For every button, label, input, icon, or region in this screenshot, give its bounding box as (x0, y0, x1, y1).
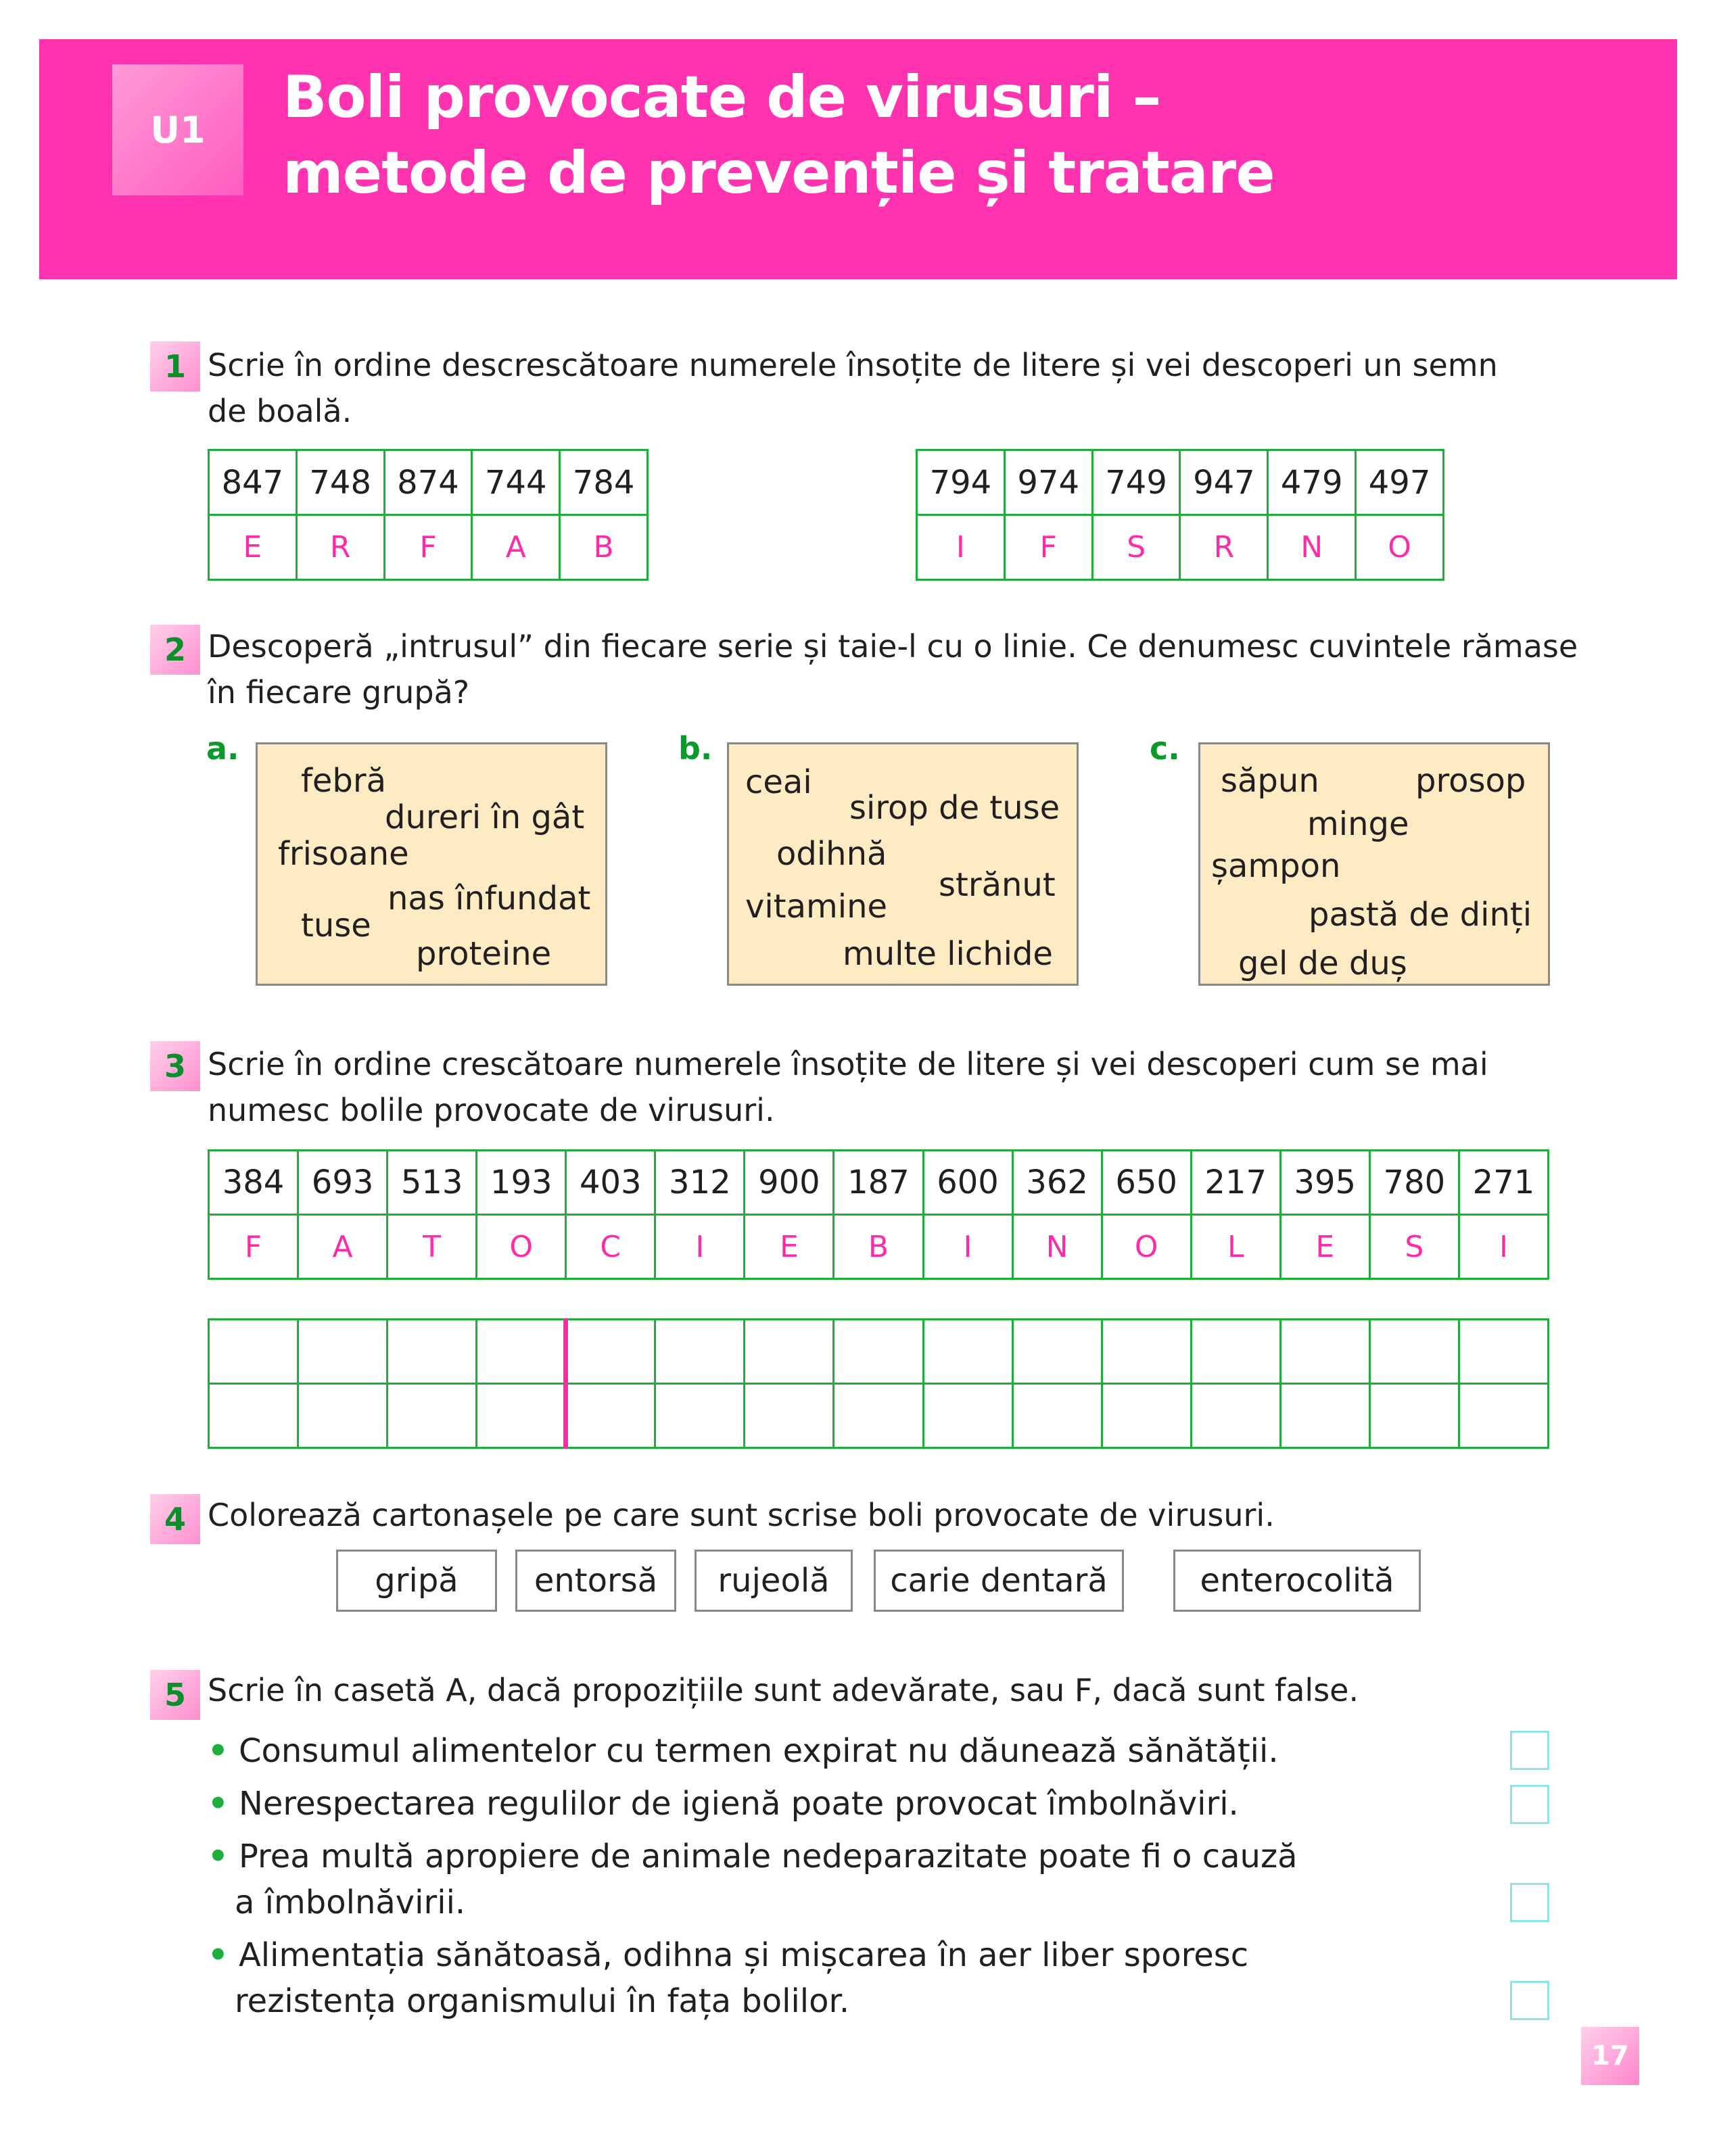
answer-cell[interactable] (1369, 1320, 1459, 1384)
table-cell-number: 600 (923, 1151, 1012, 1215)
page-number: 17 (1581, 2027, 1639, 2085)
table-cell-number: 395 (1280, 1151, 1369, 1215)
answer-cell[interactable] (745, 1384, 834, 1448)
table-cell-letter: F (384, 515, 472, 580)
answer-box-2[interactable] (1510, 1785, 1549, 1824)
card-carie-dentara[interactable]: carie dentară (874, 1550, 1124, 1612)
table-cell-letter: I (655, 1215, 745, 1279)
exercise-3-text-line-1: Scrie în ordine crescătoare numerele însoțite de litere și vei descoperi cum se mai (208, 1046, 1488, 1082)
table-cell-letter: B (834, 1215, 923, 1279)
card-enterocolita[interactable]: enterocolită (1173, 1550, 1421, 1612)
statement-3-text-line-1: Prea multă apropiere de animale nedeparazitate poate fi o cauză (238, 1838, 1298, 1875)
exercise-3-table (208, 1149, 1549, 1280)
table-cell-letter: E (745, 1215, 834, 1279)
table-cell-letter: A (298, 1215, 387, 1279)
table-cell-letter: C (566, 1215, 655, 1279)
exercise-3-text-line-2: numesc bolile provocate de virusuri. (208, 1092, 775, 1128)
group-b-box (727, 742, 1079, 986)
bullet-icon: • (208, 1838, 229, 1875)
table-cell-number: 193 (477, 1151, 566, 1215)
statement-3-text-line-2: a îmbolnăvirii. (235, 1884, 466, 1921)
word-card[interactable]: tuse (301, 907, 371, 944)
bullet-icon: • (208, 1785, 229, 1823)
word-card[interactable]: multe lichide (843, 935, 1053, 973)
exercise-5-number: 5 (150, 1670, 200, 1720)
answer-box-4[interactable] (1510, 1981, 1549, 2020)
exercise-3-text (208, 1041, 1488, 1133)
word-card[interactable]: minge (1307, 805, 1409, 843)
title-line-1: Boli provocate de virusuri – (283, 64, 1161, 131)
answer-cell[interactable] (655, 1384, 745, 1448)
table-cell-letter: B (560, 515, 648, 580)
word-card[interactable]: săpun (1221, 762, 1319, 800)
word-card[interactable]: șampon (1211, 847, 1341, 885)
table-cell-letter: A (472, 515, 560, 580)
answer-cell[interactable] (1369, 1384, 1459, 1448)
answer-cell[interactable] (1012, 1320, 1102, 1384)
group-a-label: a. (206, 730, 239, 767)
word-card[interactable]: pastă de dinți (1309, 896, 1532, 934)
table-cell-number: 847 (209, 450, 297, 515)
answer-cell[interactable] (1191, 1320, 1280, 1384)
statement-4-text-line-2: rezistența organismului în fața bolilor. (235, 1982, 850, 2020)
answer-cell[interactable] (209, 1384, 298, 1448)
answer-cell[interactable] (1191, 1384, 1280, 1448)
answer-cell[interactable] (1459, 1384, 1548, 1448)
table-cell-number: 271 (1459, 1151, 1548, 1215)
table-cell-letter: F (209, 1215, 298, 1279)
word-card[interactable]: dureri în gât (385, 798, 585, 836)
table-cell-number: 749 (1092, 450, 1180, 515)
title-line-2: metode de prevenție și tratare (283, 139, 1275, 207)
exercise-5-text: Scrie în casetă A, dacă propozițiile sunt adevărate, sau F, dacă sunt false. (208, 1672, 1359, 1708)
answer-cell[interactable] (655, 1320, 745, 1384)
table-cell-letter: E (1280, 1215, 1369, 1279)
table-cell-number: 780 (1369, 1151, 1459, 1215)
word-card[interactable]: strănut (939, 866, 1056, 904)
group-a-box (256, 742, 607, 986)
table-cell-letter: F (1004, 515, 1092, 580)
answer-cell[interactable] (566, 1384, 655, 1448)
answer-cell[interactable] (477, 1320, 566, 1384)
table-cell-number: 693 (298, 1151, 387, 1215)
answer-cell[interactable] (1280, 1320, 1369, 1384)
answer-box-1[interactable] (1510, 1731, 1549, 1770)
table-cell-letter: O (1356, 515, 1444, 580)
word-card[interactable]: ceai (745, 763, 812, 801)
table-cell-number: 384 (209, 1151, 298, 1215)
bullet-icon: • (208, 1936, 229, 1974)
answer-cell[interactable] (387, 1320, 477, 1384)
answer-cell[interactable] (1102, 1384, 1191, 1448)
answer-cell[interactable] (834, 1384, 923, 1448)
unit-badge: U1 (112, 64, 243, 195)
group-b-label: b. (678, 730, 713, 767)
answer-cell[interactable] (477, 1384, 566, 1448)
table-cell-letter: S (1092, 515, 1180, 580)
table-cell-letter: O (477, 1215, 566, 1279)
table-cell-number: 650 (1102, 1151, 1191, 1215)
table-cell-number: 900 (745, 1151, 834, 1215)
word-card[interactable]: nas înfundat (387, 880, 591, 917)
answer-cell[interactable] (923, 1384, 1012, 1448)
exercise-1-number: 1 (150, 341, 200, 391)
exercise-1-text (208, 342, 1498, 434)
table-cell-number: 947 (1180, 450, 1268, 515)
exercise-1-text-line-2: de boală. (208, 393, 352, 429)
table-cell-number: 479 (1268, 450, 1356, 515)
group-c-label: c. (1150, 730, 1180, 767)
table-cell-letter: N (1268, 515, 1356, 580)
table-cell-letter: S (1369, 1215, 1459, 1279)
answer-cell[interactable] (298, 1384, 387, 1448)
answer-cell[interactable] (923, 1320, 1012, 1384)
answer-grid (208, 1318, 1549, 1449)
group-c-box (1198, 742, 1550, 986)
table-cell-letter: N (1012, 1215, 1102, 1279)
answer-cell[interactable] (209, 1320, 298, 1384)
answer-cell[interactable] (745, 1320, 834, 1384)
exercise-1-text-line-1: Scrie în ordine descrescătoare numerele însoțite de litere și vei descoperi un semn (208, 347, 1498, 383)
table-cell-letter: L (1191, 1215, 1280, 1279)
word-card[interactable]: frisoane (278, 835, 409, 873)
answer-cell[interactable] (298, 1320, 387, 1384)
table-cell-letter: R (1180, 515, 1268, 580)
exercise-4-number: 4 (150, 1494, 200, 1544)
answer-cell[interactable] (1102, 1320, 1191, 1384)
statement-1 (208, 1728, 1279, 1774)
word-card[interactable]: proteine (416, 935, 552, 973)
statement-4-text-line-1: Alimentația sănătoasă, odihna și mișcarea în aer liber sporesc (238, 1936, 1249, 1974)
table-cell-number: 217 (1191, 1151, 1280, 1215)
word-card[interactable]: gel de duș (1238, 944, 1407, 982)
word-card[interactable]: vitamine (745, 888, 888, 926)
table-cell-letter: O (1102, 1215, 1191, 1279)
table-cell-number: 513 (387, 1151, 477, 1215)
word-card[interactable]: febră (301, 762, 387, 800)
answer-cell[interactable] (566, 1320, 655, 1384)
table-cell-letter: R (296, 515, 384, 580)
table-cell-number: 744 (472, 450, 560, 515)
table-cell-letter: I (923, 1215, 1012, 1279)
exercise-1-table-a (208, 449, 649, 581)
card-gripa[interactable]: gripă (336, 1550, 497, 1612)
exercise-2-text (208, 623, 1578, 715)
table-cell-number: 784 (560, 450, 648, 515)
exercise-3-number: 3 (150, 1041, 200, 1091)
statement-1-text: Consumul alimentelor cu termen expirat nu dăunează sănătății. (238, 1732, 1279, 1770)
table-cell-letter: E (209, 515, 297, 580)
table-cell-number: 187 (834, 1151, 923, 1215)
answer-cell[interactable] (1459, 1320, 1548, 1384)
bullet-icon: • (208, 1732, 229, 1770)
card-entorsa[interactable]: entorsă (515, 1550, 676, 1612)
exercise-2-text-line-1: Descoperă „intrusul” din fiecare serie și taie-l cu o linie. Ce denumesc cuvintele rămase (208, 628, 1578, 665)
card-rujeola[interactable]: rujeolă (695, 1550, 853, 1612)
word-card[interactable]: prosop (1415, 762, 1526, 800)
table-cell-number: 794 (917, 450, 1005, 515)
answer-cell[interactable] (834, 1320, 923, 1384)
answer-cell[interactable] (387, 1384, 477, 1448)
table-cell-number: 874 (384, 450, 472, 515)
table-cell-letter: I (917, 515, 1005, 580)
table-cell-number: 974 (1004, 450, 1092, 515)
table-cell-number: 312 (655, 1151, 745, 1215)
exercise-2-number: 2 (150, 625, 200, 675)
table-cell-letter: I (1459, 1215, 1548, 1279)
statement-2 (208, 1781, 1239, 1827)
table-cell-number: 748 (296, 450, 384, 515)
answer-cell[interactable] (1280, 1384, 1369, 1448)
statement-3 (208, 1834, 1298, 1925)
table-cell-number: 362 (1012, 1151, 1102, 1215)
exercise-2-text-line-2: în fiecare grupă? (208, 674, 470, 711)
word-card[interactable]: odihnă (776, 835, 887, 873)
exercise-4-text: Colorează cartonașele pe care sunt scrise boli provocate de virusuri. (208, 1497, 1275, 1533)
statement-2-text: Nerespectarea regulilor de igienă poate provocat îmbolnăviri. (238, 1785, 1239, 1823)
word-card[interactable]: sirop de tuse (849, 789, 1060, 827)
table-cell-number: 403 (566, 1151, 655, 1215)
answer-box-3[interactable] (1510, 1883, 1549, 1922)
page-title (283, 59, 1275, 211)
answer-cell[interactable] (1012, 1384, 1102, 1448)
statement-4 (208, 1932, 1248, 2024)
table-cell-number: 497 (1356, 450, 1444, 515)
table-cell-letter: T (387, 1215, 477, 1279)
exercise-1-table-b (916, 449, 1444, 581)
